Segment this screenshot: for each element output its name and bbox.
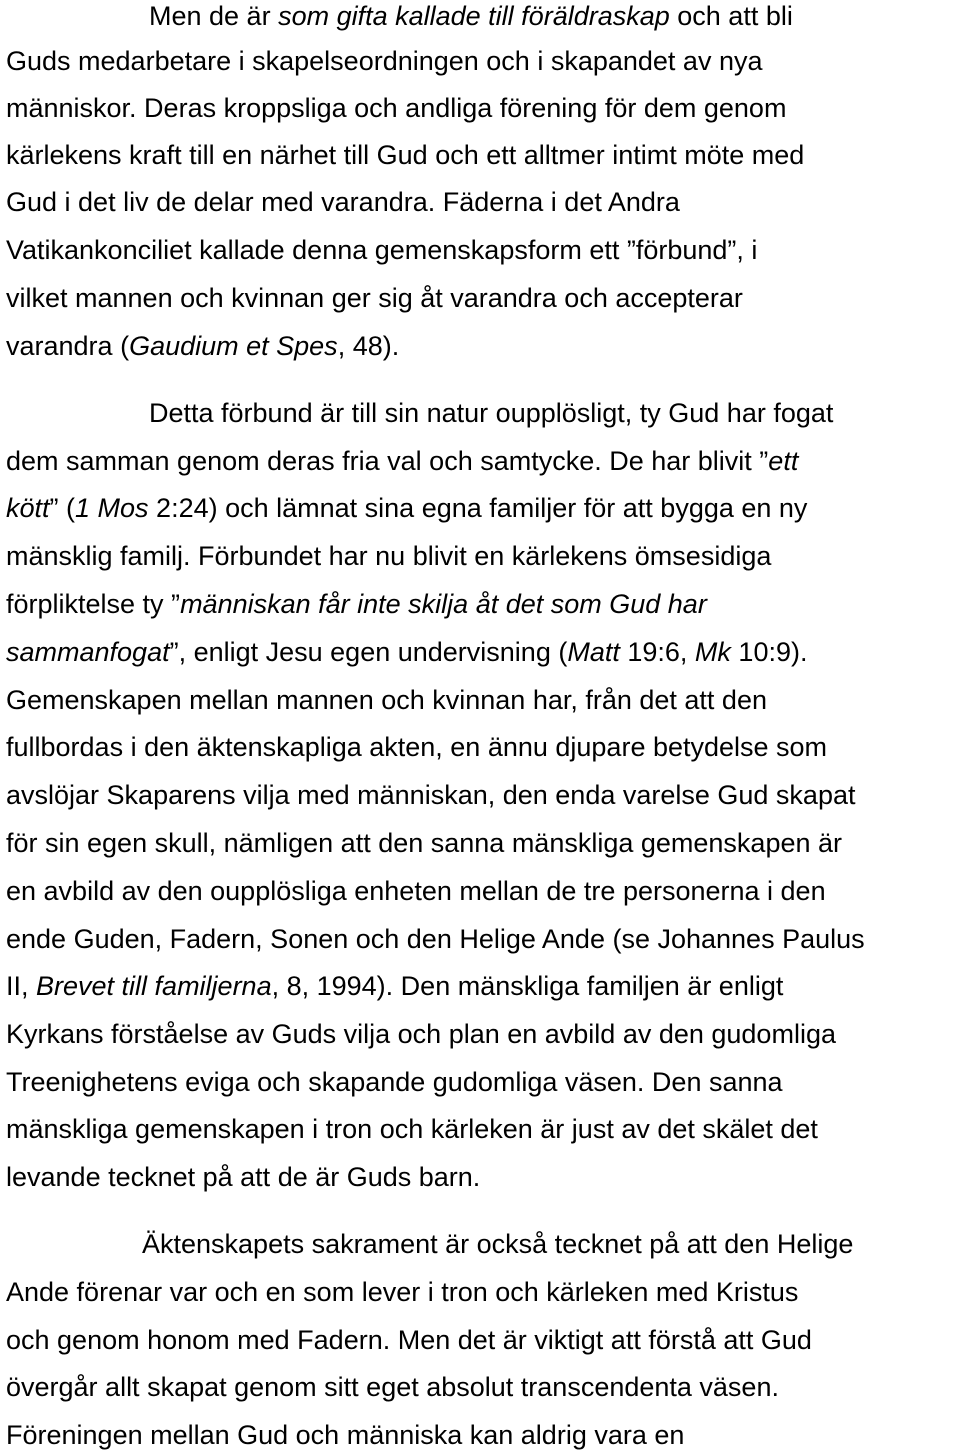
text-span: ”, enligt Jesu egen undervisning ( <box>169 637 568 667</box>
italic-text-span: sammanfogat <box>6 637 170 667</box>
text-span: 2:24) och lämnat sina egna familjer för att bygga en ny <box>148 493 808 523</box>
italic-text-span: ett <box>768 446 799 476</box>
text-line <box>6 923 865 955</box>
text-span: 19:6, <box>619 637 695 667</box>
italic-text-span: 1 Mos <box>75 493 149 523</box>
text-line <box>6 1419 684 1451</box>
text-line <box>6 970 783 1002</box>
text-span: ” ( <box>49 493 76 523</box>
text-span: förpliktelse ty ” <box>6 589 181 619</box>
text-line <box>6 1161 480 1193</box>
text-line <box>6 588 707 620</box>
text-line <box>6 1018 836 1050</box>
text-span: Detta förbund är till sin natur oupplösligt, ty Gud har fogat <box>149 398 834 428</box>
text-line <box>6 1113 818 1145</box>
text-line <box>6 445 798 477</box>
text-line <box>6 1371 779 1403</box>
text-span: Äktenskapets sakrament är också tecknet på att den Helige <box>142 1229 854 1259</box>
text-span: Treenighetens eviga och skapande gudomliga väsen. Den sanna <box>6 1067 783 1097</box>
text-line <box>6 636 807 668</box>
text-span: avslöjar Skaparens vilja med människan, den enda varelse Gud skapat <box>6 780 856 810</box>
text-span: fullbordas i den äktenskapliga akten, en ännu djupare betydelse som <box>6 732 828 762</box>
italic-text-span: Gaudium et Spes <box>129 331 338 361</box>
text-span: Gud i det liv de delar med varandra. Fäderna i det Andra <box>6 187 680 217</box>
text-span: vilket mannen och kvinnan ger sig åt varandra och accepterar <box>6 283 743 313</box>
text-line <box>6 1066 783 1098</box>
text-line <box>6 92 786 124</box>
text-span: och att bli <box>669 1 793 31</box>
text-line <box>6 540 771 572</box>
text-line <box>6 1324 812 1356</box>
text-line <box>149 397 833 429</box>
text-line <box>6 186 680 218</box>
italic-text-span: kött <box>6 493 50 523</box>
text-span: människor. Deras kroppsliga och andliga förening för dem genom <box>6 93 787 123</box>
text-span: Men de är <box>149 1 279 31</box>
text-line <box>6 684 767 716</box>
text-span: och genom honom med Fadern. Men det är viktigt att förstå att Gud <box>6 1325 812 1355</box>
italic-text-span: Mk <box>694 637 731 667</box>
text-line <box>142 1228 853 1260</box>
text-line <box>6 492 807 524</box>
text-span: mänsklig familj. Förbundet har nu blivit en kärlekens ömsesidiga <box>6 541 772 571</box>
text-span: Ande förenar var och en som lever i tron och kärleken med Kristus <box>6 1277 799 1307</box>
text-span: mänskliga gemenskapen i tron och kärleken är just av det skälet det <box>6 1114 818 1144</box>
text-line <box>6 827 842 859</box>
text-line <box>6 330 399 362</box>
text-line <box>6 45 762 77</box>
text-span: Vatikankonciliet kallade denna gemenskapsform ett ”förbund”, i <box>6 235 758 265</box>
text-span: en avbild av den oupplösliga enheten mellan de tre personerna i den <box>6 876 826 906</box>
text-line <box>6 282 743 314</box>
text-line <box>6 779 855 811</box>
text-span: Kyrkans förståelse av Guds vilja och plan en avbild av den gudomliga <box>6 1019 836 1049</box>
text-line <box>6 731 827 763</box>
text-span: kärlekens kraft till en närhet till Gud och ett alltmer intimt möte med <box>6 140 805 170</box>
text-line <box>6 1276 798 1308</box>
text-span: för sin egen skull, nämligen att den sanna mänskliga gemenskapen är <box>6 828 842 858</box>
italic-text-span: människan får inte skilja åt det som Gud har <box>180 589 707 619</box>
text-span: dem samman genom deras fria val och samtycke. De har blivit ” <box>6 446 769 476</box>
text-span: , 48). <box>337 331 400 361</box>
text-span: II, <box>6 971 37 1001</box>
italic-text-span: Matt <box>567 637 620 667</box>
text-span: övergår allt skapat genom sitt eget absolut transcendenta väsen. <box>6 1372 779 1402</box>
text-span: varandra ( <box>6 331 130 361</box>
text-span: Föreningen mellan Gud och människa kan aldrig vara en <box>6 1420 685 1450</box>
italic-text-span: Brevet till familjerna <box>36 971 272 1001</box>
text-span: , 8, 1994). Den mänskliga familjen är enligt <box>271 971 784 1001</box>
text-span: ende Guden, Fadern, Sonen och den Helige Ande (se Johannes Paulus <box>6 924 865 954</box>
text-line <box>6 139 804 171</box>
text-span: Gemenskapen mellan mannen och kvinnan har, från det att den <box>6 685 767 715</box>
text-span: levande tecknet på att de är Guds barn. <box>6 1162 481 1192</box>
italic-text-span: som gifta kallade till föräldraskap <box>278 1 670 31</box>
text-line <box>6 875 826 907</box>
text-span: Guds medarbetare i skapelseordningen och i skapandet av nya <box>6 46 763 76</box>
text-span: 10:9). <box>730 637 808 667</box>
text-line <box>149 0 793 32</box>
text-line <box>6 234 757 266</box>
